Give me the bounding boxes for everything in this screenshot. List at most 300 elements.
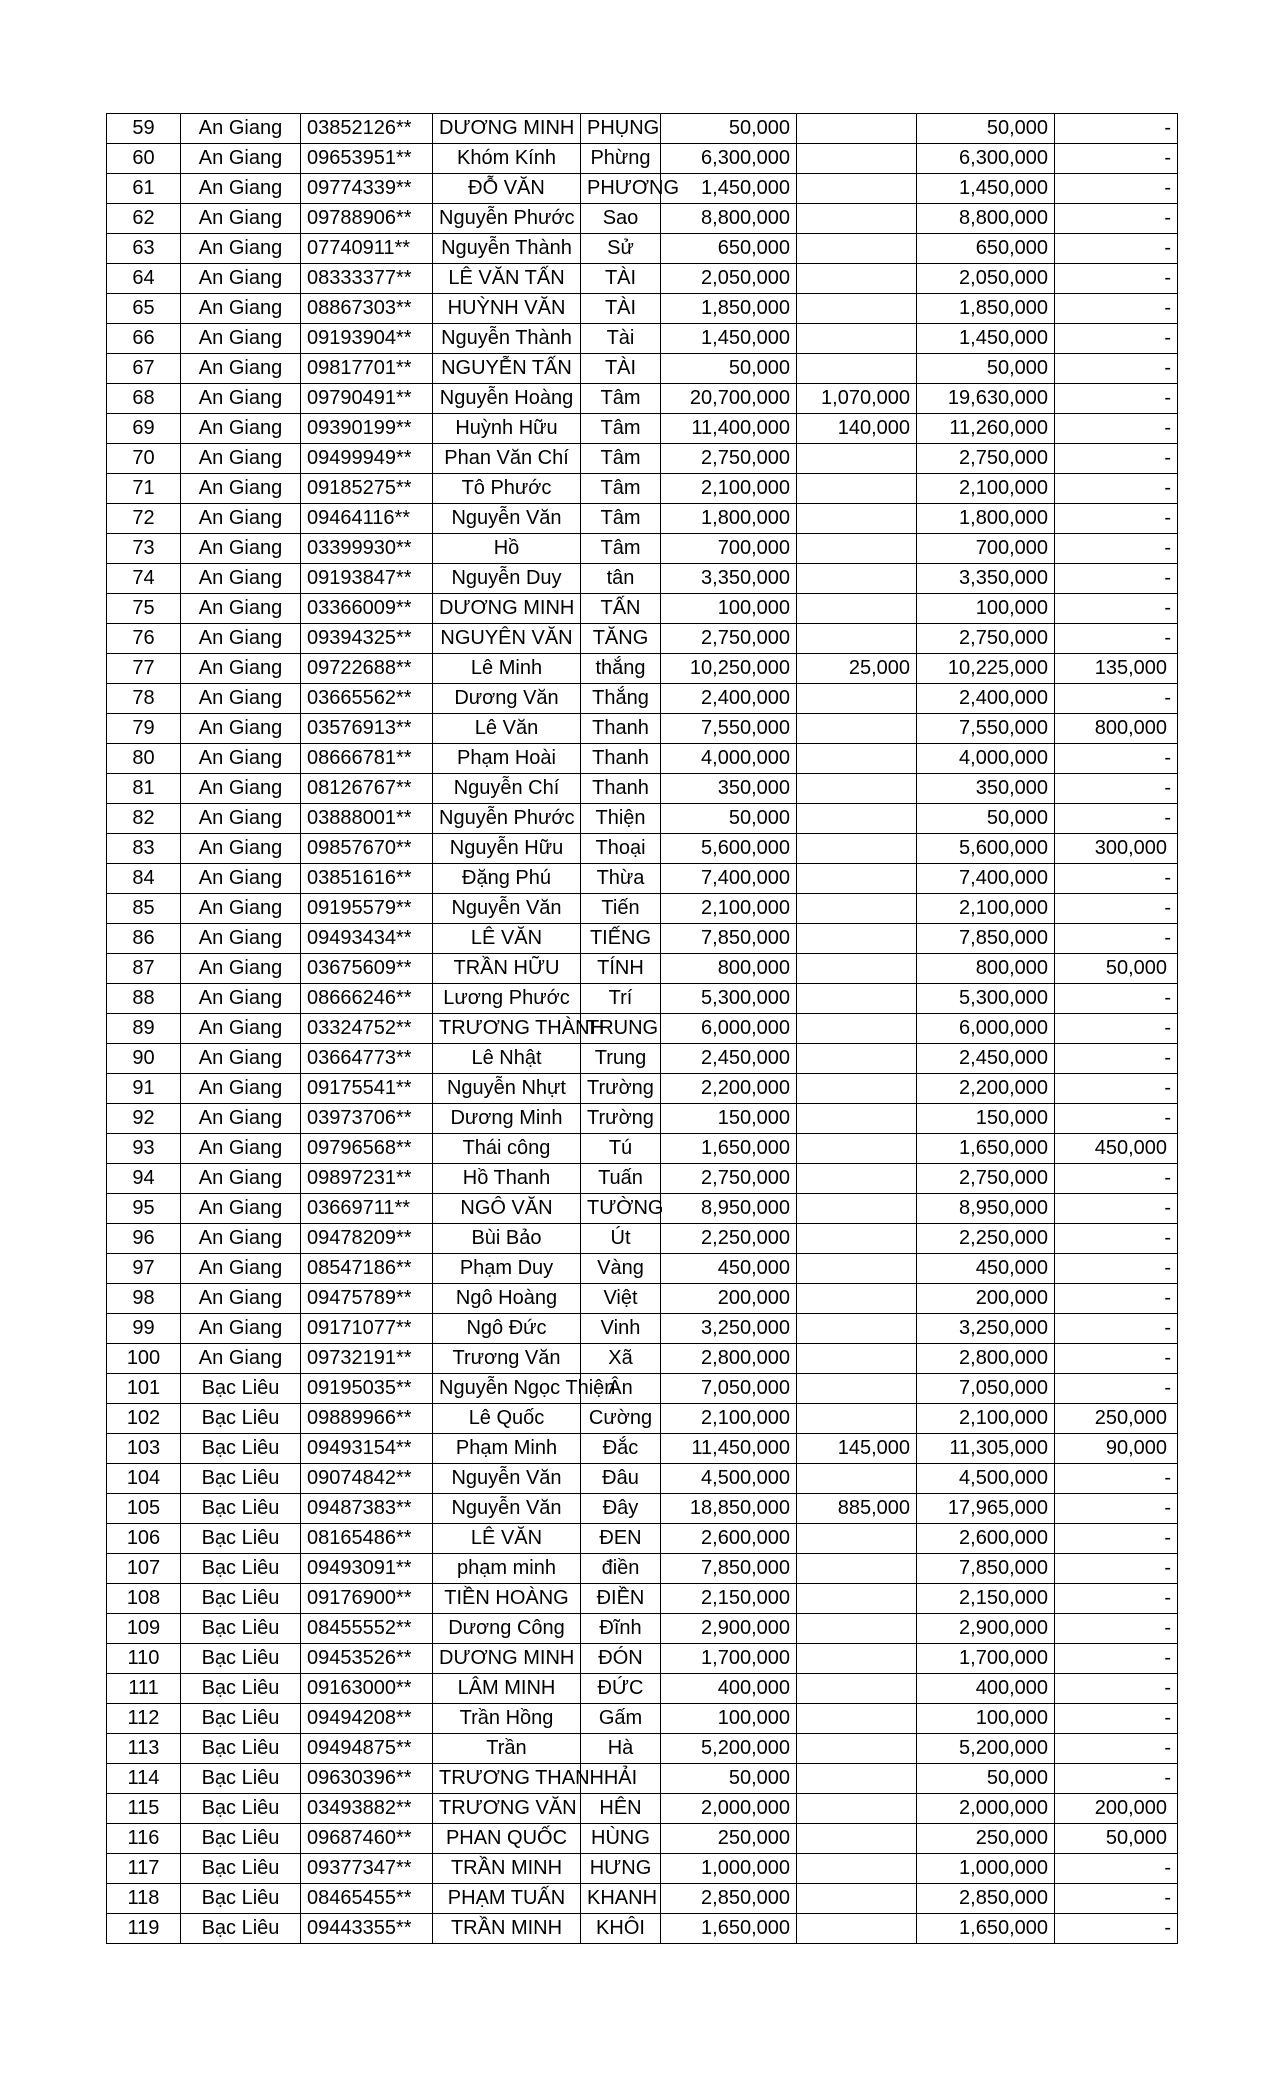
province-cell: An Giang	[181, 174, 301, 204]
province-cell: An Giang	[181, 1074, 301, 1104]
middle-name-cell: PHẠM TUẤN	[433, 1884, 581, 1914]
amount-cell: 5,600,000	[661, 834, 797, 864]
deduction-cell	[797, 264, 917, 294]
row-number: 97	[107, 1254, 181, 1284]
province-cell: An Giang	[181, 1104, 301, 1134]
table-row	[107, 324, 1178, 354]
table-row	[107, 144, 1178, 174]
table-row	[107, 654, 1178, 684]
table-row	[107, 234, 1178, 264]
table-row	[107, 594, 1178, 624]
net-amount-cell: 2,850,000	[917, 1884, 1055, 1914]
middle-name-cell: Hồ Thanh	[433, 1164, 581, 1194]
extra-cell: 300,000	[1055, 834, 1178, 864]
given-name-cell: ĐỨC	[581, 1674, 661, 1704]
phone-cell: 09074842**	[301, 1464, 433, 1494]
deduction-cell	[797, 444, 917, 474]
amount-cell: 2,850,000	[661, 1884, 797, 1914]
amount-cell: 11,400,000	[661, 414, 797, 444]
row-number: 83	[107, 834, 181, 864]
middle-name-cell: Dương Văn	[433, 684, 581, 714]
phone-cell: 09163000**	[301, 1674, 433, 1704]
amount-cell: 5,200,000	[661, 1734, 797, 1764]
table-row	[107, 1794, 1178, 1824]
extra-cell: -	[1055, 684, 1178, 714]
row-number: 115	[107, 1794, 181, 1824]
row-number: 100	[107, 1344, 181, 1374]
deduction-cell	[797, 1734, 917, 1764]
deduction-cell	[797, 924, 917, 954]
given-name-cell: Sao	[581, 204, 661, 234]
table-row	[107, 1524, 1178, 1554]
phone-cell: 09493154**	[301, 1434, 433, 1464]
row-number: 62	[107, 204, 181, 234]
deduction-cell	[797, 1104, 917, 1134]
net-amount-cell: 11,260,000	[917, 414, 1055, 444]
middle-name-cell: Nguyễn Văn	[433, 504, 581, 534]
given-name-cell: Thoại	[581, 834, 661, 864]
deduction-cell	[797, 624, 917, 654]
given-name-cell: HÙNG	[581, 1824, 661, 1854]
amount-cell: 50,000	[661, 354, 797, 384]
table-row	[107, 954, 1178, 984]
row-number: 116	[107, 1824, 181, 1854]
phone-cell: 09493091**	[301, 1554, 433, 1584]
extra-cell: -	[1055, 1884, 1178, 1914]
phone-cell: 03324752**	[301, 1014, 433, 1044]
net-amount-cell: 7,400,000	[917, 864, 1055, 894]
net-amount-cell: 1,800,000	[917, 504, 1055, 534]
extra-cell: 50,000	[1055, 954, 1178, 984]
row-number: 69	[107, 414, 181, 444]
data-table	[106, 113, 1178, 1944]
extra-cell: -	[1055, 804, 1178, 834]
deduction-cell	[797, 1284, 917, 1314]
middle-name-cell: Trần Hồng	[433, 1704, 581, 1734]
given-name-cell: TƯỜNG	[581, 1194, 661, 1224]
row-number: 98	[107, 1284, 181, 1314]
amount-cell: 1,650,000	[661, 1134, 797, 1164]
table-row	[107, 684, 1178, 714]
given-name-cell: Hà	[581, 1734, 661, 1764]
phone-cell: 09796568**	[301, 1134, 433, 1164]
phone-cell: 03973706**	[301, 1104, 433, 1134]
middle-name-cell: Nguyễn Phước	[433, 804, 581, 834]
row-number: 95	[107, 1194, 181, 1224]
deduction-cell	[797, 1584, 917, 1614]
row-number: 113	[107, 1734, 181, 1764]
extra-cell: -	[1055, 624, 1178, 654]
extra-cell: -	[1055, 1914, 1178, 1944]
given-name-cell: Trường	[581, 1074, 661, 1104]
middle-name-cell: Nguyễn Phước	[433, 204, 581, 234]
table-row	[107, 504, 1178, 534]
amount-cell: 2,250,000	[661, 1224, 797, 1254]
extra-cell: -	[1055, 1644, 1178, 1674]
net-amount-cell: 1,700,000	[917, 1644, 1055, 1674]
table-row	[107, 834, 1178, 864]
net-amount-cell: 450,000	[917, 1254, 1055, 1284]
middle-name-cell: Lê Minh	[433, 654, 581, 684]
extra-cell: -	[1055, 1554, 1178, 1584]
row-number: 70	[107, 444, 181, 474]
province-cell: An Giang	[181, 444, 301, 474]
net-amount-cell: 5,600,000	[917, 834, 1055, 864]
given-name-cell: Tâm	[581, 474, 661, 504]
deduction-cell	[797, 1794, 917, 1824]
province-cell: Bạc Liêu	[181, 1374, 301, 1404]
deduction-cell	[797, 804, 917, 834]
table-row	[107, 294, 1178, 324]
row-number: 78	[107, 684, 181, 714]
middle-name-cell: Lương Phước	[433, 984, 581, 1014]
middle-name-cell: Lê Quốc	[433, 1404, 581, 1434]
row-number: 72	[107, 504, 181, 534]
middle-name-cell: TRẦN MINH	[433, 1854, 581, 1884]
row-number: 75	[107, 594, 181, 624]
deduction-cell	[797, 714, 917, 744]
table-row	[107, 1914, 1178, 1944]
phone-cell: 09185275**	[301, 474, 433, 504]
middle-name-cell: ĐỖ VĂN	[433, 174, 581, 204]
amount-cell: 2,450,000	[661, 1044, 797, 1074]
province-cell: An Giang	[181, 264, 301, 294]
deduction-cell	[797, 1134, 917, 1164]
given-name-cell: Gấm	[581, 1704, 661, 1734]
row-number: 107	[107, 1554, 181, 1584]
net-amount-cell: 7,850,000	[917, 1554, 1055, 1584]
deduction-cell	[797, 1914, 917, 1944]
row-number: 103	[107, 1434, 181, 1464]
net-amount-cell: 50,000	[917, 354, 1055, 384]
phone-cell: 09857670**	[301, 834, 433, 864]
net-amount-cell: 1,650,000	[917, 1134, 1055, 1164]
amount-cell: 650,000	[661, 234, 797, 264]
net-amount-cell: 5,300,000	[917, 984, 1055, 1014]
table-row	[107, 1824, 1178, 1854]
deduction-cell	[797, 1344, 917, 1374]
phone-cell: 08547186**	[301, 1254, 433, 1284]
given-name-cell: Tài	[581, 324, 661, 354]
net-amount-cell: 5,200,000	[917, 1734, 1055, 1764]
amount-cell: 50,000	[661, 804, 797, 834]
amount-cell: 2,800,000	[661, 1344, 797, 1374]
given-name-cell: TÀI	[581, 264, 661, 294]
province-cell: An Giang	[181, 954, 301, 984]
extra-cell: 50,000	[1055, 1824, 1178, 1854]
phone-cell: 03366009**	[301, 594, 433, 624]
given-name-cell: TÀI	[581, 354, 661, 384]
table-row	[107, 1344, 1178, 1374]
given-name-cell: ĐIỀN	[581, 1584, 661, 1614]
table-row	[107, 1854, 1178, 1884]
province-cell: Bạc Liêu	[181, 1554, 301, 1584]
province-cell: An Giang	[181, 624, 301, 654]
table-row	[107, 1554, 1178, 1584]
phone-cell: 09171077**	[301, 1314, 433, 1344]
middle-name-cell: TRƯƠNG THANH	[433, 1764, 581, 1794]
table-row	[107, 1374, 1178, 1404]
row-number: 79	[107, 714, 181, 744]
extra-cell: 135,000	[1055, 654, 1178, 684]
middle-name-cell: PHAN QUỐC	[433, 1824, 581, 1854]
amount-cell: 1,000,000	[661, 1854, 797, 1884]
deduction-cell	[797, 1824, 917, 1854]
extra-cell: -	[1055, 864, 1178, 894]
amount-cell: 7,400,000	[661, 864, 797, 894]
amount-cell: 450,000	[661, 1254, 797, 1284]
extra-cell: -	[1055, 354, 1178, 384]
province-cell: Bạc Liêu	[181, 1824, 301, 1854]
given-name-cell: Tâm	[581, 504, 661, 534]
net-amount-cell: 3,250,000	[917, 1314, 1055, 1344]
phone-cell: 09817701**	[301, 354, 433, 384]
phone-cell: 09732191**	[301, 1344, 433, 1374]
table-row	[107, 1674, 1178, 1704]
phone-cell: 09889966**	[301, 1404, 433, 1434]
given-name-cell: TĂNG	[581, 624, 661, 654]
deduction-cell	[797, 1374, 917, 1404]
row-number: 89	[107, 1014, 181, 1044]
middle-name-cell: Phạm Duy	[433, 1254, 581, 1284]
province-cell: Bạc Liêu	[181, 1764, 301, 1794]
given-name-cell: PHƯƠNG	[581, 174, 661, 204]
extra-cell: -	[1055, 1764, 1178, 1794]
deduction-cell	[797, 174, 917, 204]
given-name-cell: Đây	[581, 1494, 661, 1524]
table-row	[107, 1494, 1178, 1524]
deduction-cell	[797, 234, 917, 264]
row-number: 87	[107, 954, 181, 984]
middle-name-cell: Nguyễn Thành	[433, 324, 581, 354]
given-name-cell: Vàng	[581, 1254, 661, 1284]
extra-cell: -	[1055, 384, 1178, 414]
row-number: 68	[107, 384, 181, 414]
amount-cell: 2,200,000	[661, 1074, 797, 1104]
phone-cell: 09788906**	[301, 204, 433, 234]
row-number: 119	[107, 1914, 181, 1944]
extra-cell: -	[1055, 444, 1178, 474]
phone-cell: 09487383**	[301, 1494, 433, 1524]
row-number: 88	[107, 984, 181, 1014]
given-name-cell: TIẾNG	[581, 924, 661, 954]
province-cell: An Giang	[181, 1224, 301, 1254]
given-name-cell: Thắng	[581, 684, 661, 714]
extra-cell: 450,000	[1055, 1134, 1178, 1164]
deduction-cell	[797, 114, 917, 144]
table-row	[107, 624, 1178, 654]
amount-cell: 7,050,000	[661, 1374, 797, 1404]
given-name-cell: Xã	[581, 1344, 661, 1374]
phone-cell: 09453526**	[301, 1644, 433, 1674]
phone-cell: 03399930**	[301, 534, 433, 564]
middle-name-cell: LÊ VĂN TẤN	[433, 264, 581, 294]
row-number: 110	[107, 1644, 181, 1674]
phone-cell: 08867303**	[301, 294, 433, 324]
province-cell: Bạc Liêu	[181, 1464, 301, 1494]
province-cell: Bạc Liêu	[181, 1614, 301, 1644]
middle-name-cell: Trương Văn	[433, 1344, 581, 1374]
province-cell: An Giang	[181, 804, 301, 834]
row-number: 106	[107, 1524, 181, 1554]
phone-cell: 03576913**	[301, 714, 433, 744]
phone-cell: 08666246**	[301, 984, 433, 1014]
given-name-cell: Ân	[581, 1374, 661, 1404]
given-name-cell: KHANH	[581, 1884, 661, 1914]
deduction-cell	[797, 774, 917, 804]
deduction-cell: 145,000	[797, 1434, 917, 1464]
extra-cell: -	[1055, 504, 1178, 534]
deduction-cell	[797, 354, 917, 384]
given-name-cell: Tú	[581, 1134, 661, 1164]
province-cell: An Giang	[181, 534, 301, 564]
row-number: 114	[107, 1764, 181, 1794]
given-name-cell: Trường	[581, 1104, 661, 1134]
middle-name-cell: NGÔ VĂN	[433, 1194, 581, 1224]
middle-name-cell: TRƯƠNG THÀNH	[433, 1014, 581, 1044]
phone-cell: 09176900**	[301, 1584, 433, 1614]
row-number: 108	[107, 1584, 181, 1614]
given-name-cell: Sử	[581, 234, 661, 264]
deduction-cell	[797, 1674, 917, 1704]
table-row	[107, 1704, 1178, 1734]
amount-cell: 7,550,000	[661, 714, 797, 744]
table-row	[107, 984, 1178, 1014]
deduction-cell: 885,000	[797, 1494, 917, 1524]
province-cell: An Giang	[181, 1014, 301, 1044]
province-cell: Bạc Liêu	[181, 1494, 301, 1524]
province-cell: An Giang	[181, 294, 301, 324]
province-cell: Bạc Liêu	[181, 1914, 301, 1944]
given-name-cell: HƯNG	[581, 1854, 661, 1884]
middle-name-cell: Phan Văn Chí	[433, 444, 581, 474]
middle-name-cell: Nguyễn Văn	[433, 894, 581, 924]
table-body	[107, 114, 1178, 1944]
deduction-cell	[797, 684, 917, 714]
table-row	[107, 474, 1178, 504]
phone-cell: 03888001**	[301, 804, 433, 834]
amount-cell: 1,700,000	[661, 1644, 797, 1674]
row-number: 84	[107, 864, 181, 894]
row-number: 59	[107, 114, 181, 144]
phone-cell: 09722688**	[301, 654, 433, 684]
deduction-cell	[797, 1704, 917, 1734]
phone-cell: 09790491**	[301, 384, 433, 414]
amount-cell: 2,050,000	[661, 264, 797, 294]
amount-cell: 1,850,000	[661, 294, 797, 324]
amount-cell: 200,000	[661, 1284, 797, 1314]
table-row	[107, 1014, 1178, 1044]
phone-cell: 03675609**	[301, 954, 433, 984]
row-number: 109	[107, 1614, 181, 1644]
row-number: 112	[107, 1704, 181, 1734]
middle-name-cell: Nguyễn Thành	[433, 234, 581, 264]
extra-cell: -	[1055, 1674, 1178, 1704]
amount-cell: 5,300,000	[661, 984, 797, 1014]
net-amount-cell: 50,000	[917, 1764, 1055, 1794]
net-amount-cell: 2,750,000	[917, 1164, 1055, 1194]
net-amount-cell: 650,000	[917, 234, 1055, 264]
given-name-cell: HÊN	[581, 1794, 661, 1824]
table-row	[107, 1284, 1178, 1314]
middle-name-cell: Nguyễn Chí	[433, 774, 581, 804]
deduction-cell	[797, 834, 917, 864]
province-cell: Bạc Liêu	[181, 1704, 301, 1734]
extra-cell: -	[1055, 1464, 1178, 1494]
row-number: 118	[107, 1884, 181, 1914]
extra-cell: -	[1055, 234, 1178, 264]
phone-cell: 08455552**	[301, 1614, 433, 1644]
net-amount-cell: 2,450,000	[917, 1044, 1055, 1074]
amount-cell: 2,100,000	[661, 894, 797, 924]
net-amount-cell: 2,750,000	[917, 444, 1055, 474]
table-row	[107, 1164, 1178, 1194]
deduction-cell	[797, 1524, 917, 1554]
table-row	[107, 714, 1178, 744]
middle-name-cell: LÊ VĂN	[433, 1524, 581, 1554]
deduction-cell	[797, 1314, 917, 1344]
province-cell: An Giang	[181, 684, 301, 714]
net-amount-cell: 2,800,000	[917, 1344, 1055, 1374]
row-number: 117	[107, 1854, 181, 1884]
extra-cell: -	[1055, 114, 1178, 144]
extra-cell: -	[1055, 774, 1178, 804]
amount-cell: 100,000	[661, 594, 797, 624]
phone-cell: 09175541**	[301, 1074, 433, 1104]
table-row	[107, 1134, 1178, 1164]
middle-name-cell: Lê Văn	[433, 714, 581, 744]
given-name-cell: HẢI	[581, 1764, 661, 1794]
province-cell: An Giang	[181, 1344, 301, 1374]
phone-cell: 09493434**	[301, 924, 433, 954]
phone-cell: 09774339**	[301, 174, 433, 204]
net-amount-cell: 1,000,000	[917, 1854, 1055, 1884]
province-cell: Bạc Liêu	[181, 1794, 301, 1824]
net-amount-cell: 150,000	[917, 1104, 1055, 1134]
middle-name-cell: phạm minh	[433, 1554, 581, 1584]
phone-cell: 09494875**	[301, 1734, 433, 1764]
middle-name-cell: DƯƠNG MINH	[433, 1644, 581, 1674]
given-name-cell: ĐEN	[581, 1524, 661, 1554]
deduction-cell	[797, 144, 917, 174]
deduction-cell	[797, 204, 917, 234]
given-name-cell: Thiện	[581, 804, 661, 834]
phone-cell: 08465455**	[301, 1884, 433, 1914]
table-row	[107, 1434, 1178, 1464]
deduction-cell: 25,000	[797, 654, 917, 684]
extra-cell: -	[1055, 744, 1178, 774]
row-number: 85	[107, 894, 181, 924]
given-name-cell: Thanh	[581, 774, 661, 804]
amount-cell: 10,250,000	[661, 654, 797, 684]
deduction-cell	[797, 1464, 917, 1494]
middle-name-cell: TRƯƠNG VĂN	[433, 1794, 581, 1824]
net-amount-cell: 1,650,000	[917, 1914, 1055, 1944]
given-name-cell: PHỤNG	[581, 114, 661, 144]
given-name-cell: Tiến	[581, 894, 661, 924]
province-cell: Bạc Liêu	[181, 1674, 301, 1704]
phone-cell: 09443355**	[301, 1914, 433, 1944]
middle-name-cell: Dương Công	[433, 1614, 581, 1644]
amount-cell: 8,950,000	[661, 1194, 797, 1224]
province-cell: An Giang	[181, 594, 301, 624]
net-amount-cell: 1,450,000	[917, 324, 1055, 354]
extra-cell: -	[1055, 1584, 1178, 1614]
phone-cell: 09630396**	[301, 1764, 433, 1794]
row-number: 111	[107, 1674, 181, 1704]
phone-cell: 09897231**	[301, 1164, 433, 1194]
extra-cell: 800,000	[1055, 714, 1178, 744]
